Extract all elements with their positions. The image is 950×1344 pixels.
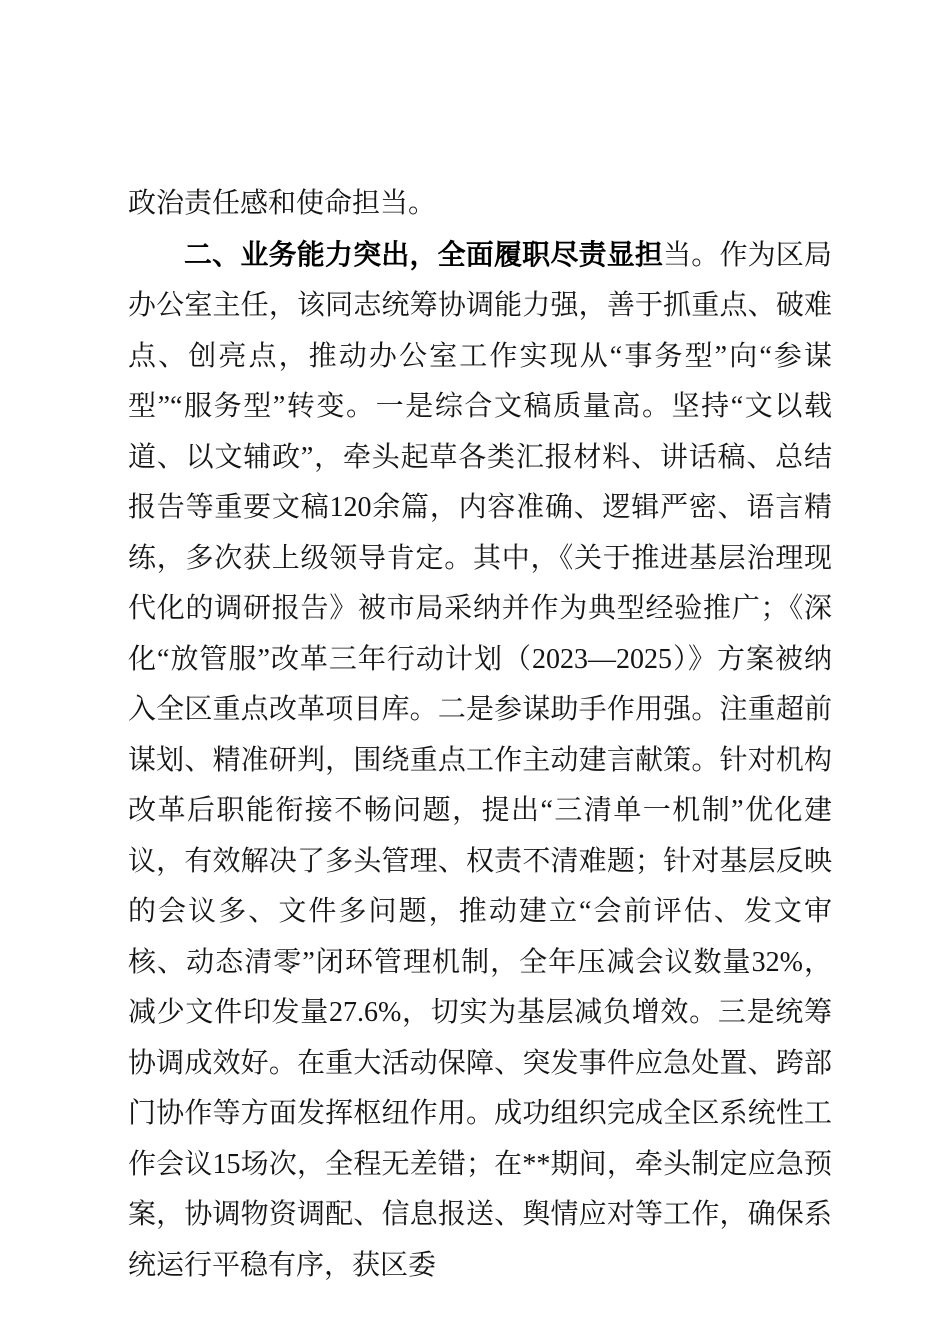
document-body <box>128 179 832 1291</box>
paragraph-continuation: 政治责任感和使命担当。 <box>128 188 437 219</box>
section-2-heading: 二、业务能力突出，全面履职尽责显担 <box>184 238 664 270</box>
section-2-body-text: 当。作为区局办公室主任，该同志统筹协调能力强，善于抓重点、破难点、创亮点，推动办公室工作实现从“事务型”向“参谋型”“服务型”转变。一是综合文稿质量高。坚持“文以载道、以文辅政”，牵头起草各类汇报材料、讲话稿、总结报告等重要文稿120余篇，内容准确、逻辑严密、语言精练，多次获上级领导肯定。其中，《关于推进基层治理现代化的调研报告》被市局采纳并作为典型经验推广；《深化“放管服”改革三年行动计划（2023—2025）》方案被纳入全区重点改革项目库。二是参谋助手作用强。注重超前谋划、精准研判，围绕重点工作主动建言献策。针对机构改革后职能衔接不畅问题，提出“三清单一机制”优化建议，有效解决了多头管理、权责不清难题；针对基层反映的会议多、文件多问题，推动建立“会前评估、发文审核、动态清零”闭环管理机制，全年压减会议数量32%，减少文件印发量27.6%，切实为基层减负增效。三是统筹协调成效好。在重大活动保障、突发事件应急处置、跨部门协作等方面发挥枢纽作用。成功组织完成全区系统性工作会议15场次，全程无差错；在**期间，牵头制定应急预案，协调物资调配、信息报送、舆情应对等工作，确保系统运行平稳有序，获区委 <box>128 239 832 1281</box>
paragraph-section-2 <box>128 230 832 1292</box>
